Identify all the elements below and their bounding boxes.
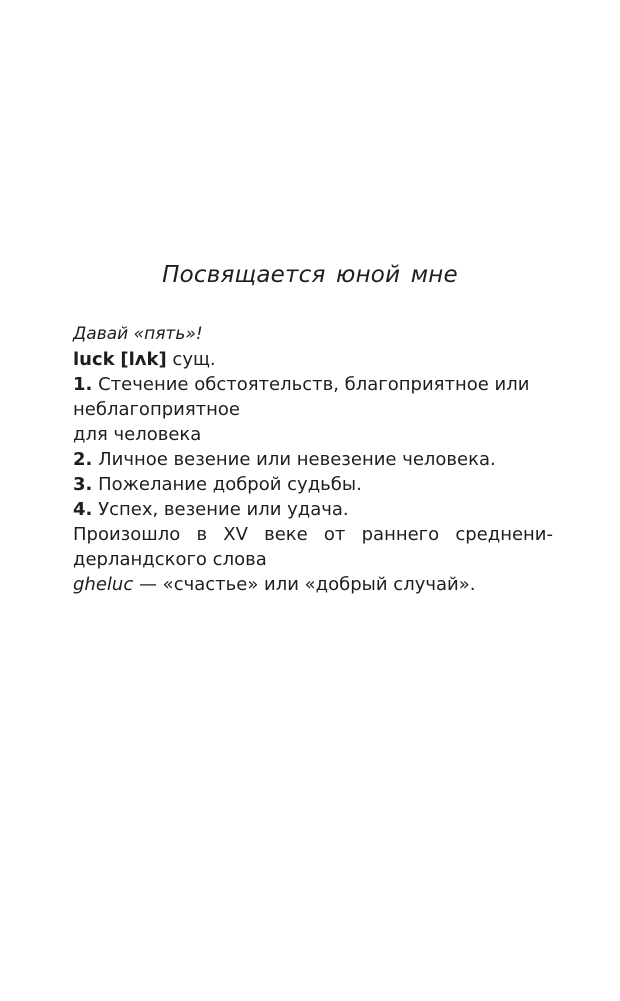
definition-text: Личное везение или невезение человека. — [98, 449, 496, 470]
dedication: Посвящается юной мне — [162, 262, 458, 288]
definition-number: 1. — [73, 374, 93, 395]
etymology-word: gheluc — [73, 574, 134, 595]
definition-2 — [73, 447, 553, 472]
definition-1 — [73, 372, 553, 397]
definition-1-cont: неблагоприятное — [73, 399, 241, 420]
definition-text: Пожелание доброй судьбы. — [98, 474, 362, 495]
definition-text: Успех, везение или удача. — [98, 499, 349, 520]
etymology-line-3 — [73, 572, 553, 597]
headword: luck — [73, 349, 115, 370]
definition-1-cont2: для человека — [73, 424, 202, 445]
definition-number: 2. — [73, 449, 93, 470]
part-of-speech: сущ. — [172, 349, 216, 370]
definition-text: Стечение обстоятельств, благоприятное или — [98, 374, 530, 395]
etymology-meaning: — «счастье» или «добрый случай». — [138, 574, 476, 595]
definition-3 — [73, 472, 553, 497]
definition-number: 4. — [73, 499, 93, 520]
dictionary-entry — [73, 322, 553, 597]
etymology-line-1: Произошло в XV веке от раннего среднени- — [73, 524, 553, 545]
definition-4 — [73, 497, 553, 522]
transcription: [lʌk] — [120, 349, 167, 370]
entry-header — [73, 347, 553, 372]
definition-number: 3. — [73, 474, 93, 495]
epigraph: Давай «пять»! — [73, 324, 203, 344]
etymology-line-2: дерландского слова — [73, 549, 267, 570]
